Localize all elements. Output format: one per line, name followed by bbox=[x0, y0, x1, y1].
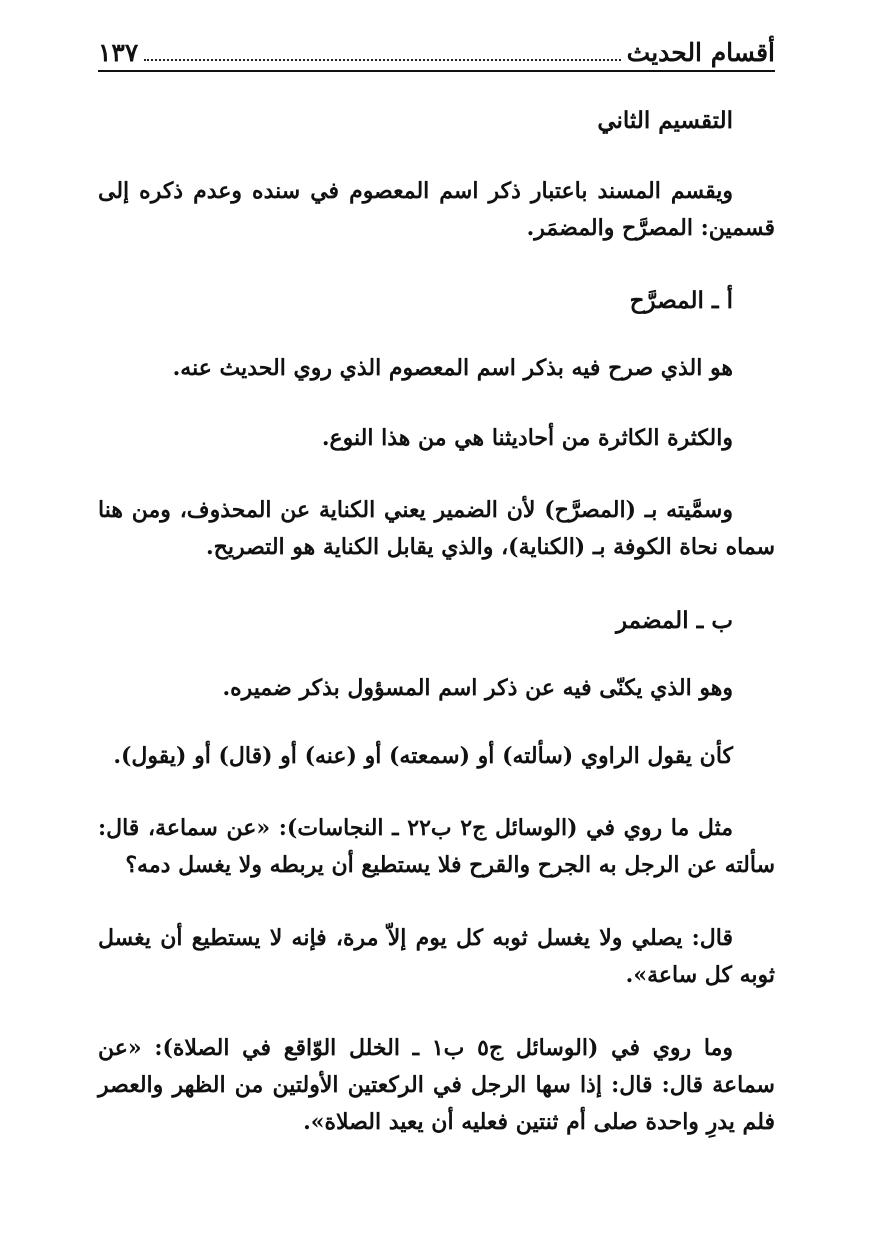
dot-leader bbox=[144, 58, 620, 61]
part-a-note: والكثرة الكاثرة من أحاديثنا هي من هذا النوع. bbox=[321, 425, 733, 451]
intro-paragraph: ويقسم المسند باعتبار ذكر اسم المعصوم في سنده وعدم ذكره إلى قسمين: المصرَّح والمضمَر. bbox=[98, 178, 775, 241]
page-number: ١٣٧ bbox=[98, 38, 139, 67]
part-b-example-1: مثل ما روي في (الوسائل ج٢ ب٢٢ ـ النجاسات): «عن سماعة، قال: سألته عن الرجل به الجرح والقرح فلا يستطيع أن يربطه ولا يغسل دمه؟ bbox=[98, 815, 775, 878]
part-b-example-forms: كأن يقول الراوي (سألته) أو (سمعته) أو (عنه) أو (قال) أو (يقول). bbox=[113, 743, 733, 769]
part-b-example-2: وما روي في (الوسائل ج٥ ب١ ـ الخلل الوّاقع في الصلاة): «عن سماعة قال: قال: إذا سها الرجل في الركعتين الأولتين من الظهر والعصر فلم يدرِ واحدة صلى أم ثنتين فعليه أن يعيد الصلاة». bbox=[98, 1035, 775, 1135]
part-b-example-1-answer: قال: يصلي ولا يغسل ثوبه كل يوم إلاّ مرة، فإنه لا يستطيع أن يغسل ثوبه كل ساعة». bbox=[98, 925, 775, 988]
header-rule bbox=[98, 70, 775, 72]
part-a-definition: هو الذي صرح فيه بذكر اسم المعصوم الذي روي الحديث عنه. bbox=[172, 355, 733, 381]
part-b-heading: ب ـ المضمر bbox=[615, 607, 733, 634]
section-title: التقسيم الثاني bbox=[597, 107, 733, 134]
part-a-naming: وسمَّيته بـ (المصرَّح) لأن الضمير يعني الكناية عن المحذوف، ومن هنا سماه نحاة الكوفة بـ (الكناية)، والذي يقابل الكناية هو التصريح. bbox=[98, 497, 775, 560]
chapter-title: أقسام الحديث bbox=[626, 38, 775, 67]
part-b-definition: وهو الذي يكنّى فيه عن ذكر اسم المسؤول بذكر ضميره. bbox=[222, 675, 733, 701]
running-header bbox=[98, 32, 775, 68]
part-a-heading: أ ـ المصرَّح bbox=[629, 287, 733, 314]
